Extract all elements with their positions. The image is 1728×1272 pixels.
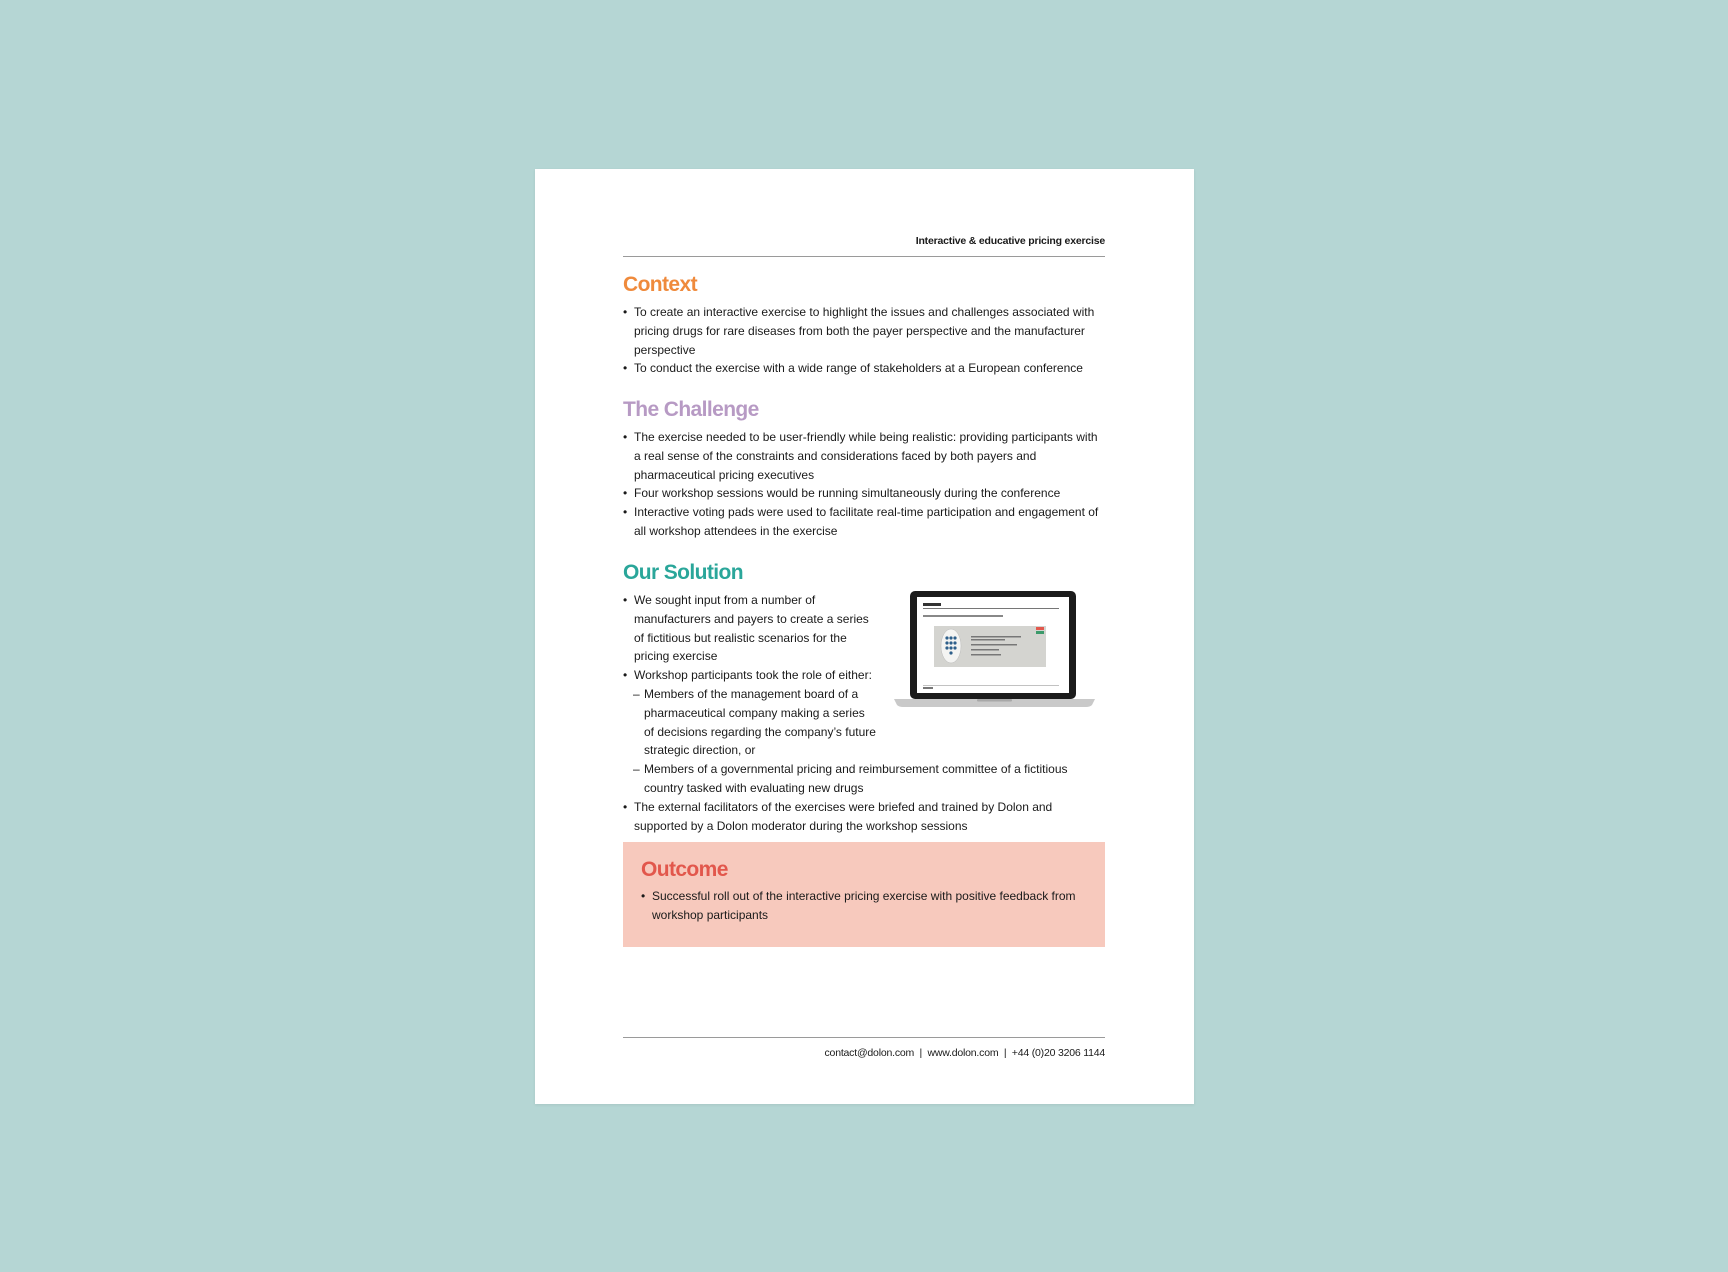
header-rule: [623, 256, 1105, 257]
document-page: [535, 169, 1194, 1104]
sub-item-text: – Members of the management board of a pharmaceutical company making a series of decisions regarding the company’s future strategic direction, or: [644, 686, 876, 758]
outcome-heading: Outcome: [641, 858, 728, 881]
outcome-list: [641, 887, 1091, 925]
page-header: Interactive & educative pricing exercise: [915, 235, 1105, 247]
outcome-box: [623, 842, 1105, 947]
list-item: – Members of a governmental pricing and reimbursement committee of a fictitious country tasked with evaluating new drugs: [623, 760, 1105, 798]
challenge-list: [623, 428, 1105, 541]
context-list: [623, 303, 1105, 378]
footer-rule: [623, 1037, 1105, 1038]
challenge-heading: The Challenge: [623, 398, 759, 421]
list-item: • To conduct the exercise with a wide range of stakeholders at a European conference: [623, 359, 1105, 378]
list-item: • We sought input from a number of manufacturers and payers to create a series of fictitious but realistic scenarios for the pricing exercise: [623, 591, 874, 666]
list-item: • Workshop participants took the role of either:: [623, 666, 874, 685]
list-item: • Interactive voting pads were used to facilitate real-time participation and engagement of all workshop attendees in the exercise: [623, 503, 1105, 541]
list-item: • The exercise needed to be user-friendly while being realistic: providing participants with a real sense of the constraints and considerations faced by both payers and pharmaceutical pricing executives: [623, 428, 1105, 484]
footer-contact: contact@dolon.com | www.dolon.com | +44 (0)20 3206 1144: [824, 1047, 1105, 1059]
list-item: • Successful roll out of the interactive pricing exercise with positive feedback from workshop participants: [641, 887, 1091, 925]
context-heading: Context: [623, 273, 697, 296]
list-item: • The external facilitators of the exercises were briefed and trained by Dolon and supported by a Dolon moderator during the workshop sessions: [623, 798, 1105, 836]
solution-heading: Our Solution: [623, 561, 743, 584]
list-item: • To create an interactive exercise to highlight the issues and challenges associated with pricing drugs for rare diseases from both the payer perspective and the manufacturer perspective: [623, 303, 1105, 359]
laptop-image: [892, 589, 1097, 709]
list-item: • Four workshop sessions would be running simultaneously during the conference: [623, 484, 1105, 503]
